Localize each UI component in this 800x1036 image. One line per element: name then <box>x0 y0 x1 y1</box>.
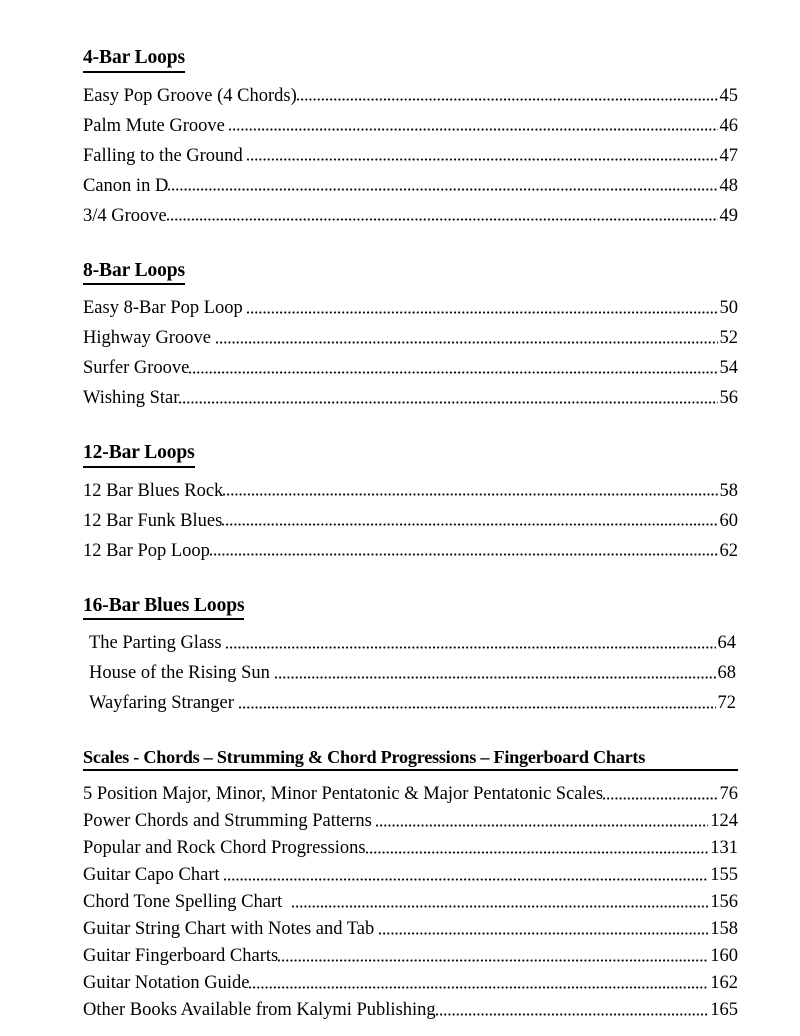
heading-spacer <box>83 620 738 634</box>
toc-entry-page-number: 49 <box>719 205 738 226</box>
section-spacer <box>83 237 738 261</box>
toc-entry-page-number: 72 <box>717 693 736 713</box>
dot-leader <box>226 646 715 651</box>
dot-leader <box>379 932 708 937</box>
dot-leader <box>278 959 708 964</box>
toc-entry-title: Guitar String Chart with Notes and Tab <box>83 919 379 940</box>
toc-entry-title: Guitar Notation Guide <box>83 973 250 994</box>
toc-entry-page-number: 156 <box>710 892 738 913</box>
toc-entry[interactable] <box>83 512 738 531</box>
toc-entry-title: 3/4 Groove <box>83 205 167 226</box>
dot-leader <box>179 401 717 406</box>
heading-spacer <box>83 771 738 785</box>
toc-section <box>83 237 738 408</box>
dot-leader <box>436 1013 709 1018</box>
toc-entry-title: 5 Position Major, Minor, Minor Pentatonic & Major Pentatonic Scales <box>83 784 604 805</box>
dot-leader <box>216 341 718 346</box>
dot-leader <box>222 523 717 528</box>
toc-entry[interactable] <box>83 87 738 106</box>
toc-entry[interactable] <box>83 117 738 136</box>
toc-entry[interactable] <box>83 974 738 993</box>
toc-entry[interactable] <box>83 542 738 561</box>
toc-entry-page-number: 131 <box>710 838 738 859</box>
toc-entry[interactable] <box>83 694 738 713</box>
section-spacer <box>83 419 738 443</box>
toc-entry-page-number: 52 <box>719 328 738 348</box>
table-of-contents <box>83 48 738 1028</box>
toc-entry-page-number: 124 <box>710 811 738 832</box>
toc-entry[interactable] <box>83 634 738 653</box>
toc-entry-title: Easy Pop Groove (4 Chords) <box>83 85 297 106</box>
toc-entry[interactable] <box>83 839 738 858</box>
toc-entry-title: Wayfaring Stranger <box>89 693 239 713</box>
toc-entry[interactable] <box>83 920 738 939</box>
toc-entry-title: Highway Groove <box>83 328 216 348</box>
section-entry-list <box>83 785 738 1020</box>
toc-entry-page-number: 58 <box>719 480 738 501</box>
dot-leader <box>249 986 708 991</box>
section-heading: 12-Bar Loops <box>83 443 195 468</box>
toc-entry-title: Other Books Available from Kalymi Publishing <box>83 1000 436 1021</box>
dot-leader <box>168 188 717 193</box>
dot-leader <box>210 553 718 558</box>
dot-leader <box>366 851 709 856</box>
toc-entry-page-number: 46 <box>719 115 738 136</box>
toc-entry-page-number: 76 <box>719 784 738 805</box>
toc-entry-title: Palm Mute Groove <box>83 115 230 136</box>
toc-entry-title: 12 Bar Pop Loop <box>83 540 210 561</box>
section-heading: 4-Bar Loops <box>83 48 185 73</box>
toc-entry-page-number: 47 <box>719 145 738 166</box>
toc-entry-title: Chord Tone Spelling Chart <box>83 892 292 913</box>
section-entry-list <box>83 299 738 408</box>
toc-entry[interactable] <box>83 947 738 966</box>
section-entry-list <box>83 87 738 226</box>
toc-section <box>83 419 738 560</box>
toc-entry[interactable] <box>83 664 738 683</box>
dot-leader <box>224 878 708 883</box>
dot-leader <box>223 493 717 498</box>
dot-leader <box>229 128 717 133</box>
toc-section <box>83 48 738 225</box>
dot-leader <box>189 371 717 376</box>
toc-entry-title: Power Chords and Strumming Patterns <box>83 811 377 832</box>
toc-entry-page-number: 50 <box>719 298 738 318</box>
toc-entry[interactable] <box>83 866 738 885</box>
toc-entry[interactable] <box>83 329 738 348</box>
toc-entry-title: Surfer Groove <box>83 358 190 378</box>
section-heading: 16-Bar Blues Loops <box>83 596 244 621</box>
toc-entry-page-number: 48 <box>719 175 738 196</box>
toc-entry-page-number: 54 <box>719 358 738 378</box>
toc-entry[interactable] <box>83 359 738 378</box>
toc-entry-page-number: 160 <box>710 946 738 967</box>
toc-entry-page-number: 64 <box>717 633 736 653</box>
dot-leader <box>297 98 718 103</box>
toc-entry-title: House of the Rising Sun <box>89 663 275 683</box>
toc-entry-title: 12 Bar Funk Blues <box>83 510 223 531</box>
toc-entry-page-number: 45 <box>719 85 738 106</box>
section-spacer <box>83 572 738 596</box>
toc-entry-title: The Parting Glass <box>89 633 227 653</box>
heading-spacer <box>83 468 738 482</box>
toc-section <box>83 724 738 1020</box>
dot-leader <box>376 824 708 829</box>
toc-entry-page-number: 56 <box>719 388 738 408</box>
toc-entry-title: Wishing Star <box>83 388 180 408</box>
toc-entry-title: Falling to the Ground <box>83 145 248 166</box>
toc-entry[interactable] <box>83 812 738 831</box>
dot-leader <box>167 218 718 223</box>
dot-leader <box>247 158 717 163</box>
section-entry-list <box>83 634 738 713</box>
heading-spacer <box>83 285 738 299</box>
heading-spacer <box>83 73 738 87</box>
section-spacer <box>83 724 738 748</box>
toc-entry[interactable] <box>83 207 738 226</box>
toc-entry-page-number: 155 <box>710 865 738 886</box>
toc-entry-page-number: 60 <box>719 510 738 531</box>
toc-entry-title: Popular and Rock Chord Progressions <box>83 838 366 859</box>
toc-entry[interactable] <box>83 1001 738 1020</box>
toc-entry-title: 12 Bar Blues Rock <box>83 480 224 501</box>
toc-section <box>83 572 738 713</box>
dot-leader <box>603 797 717 802</box>
toc-entry-page-number: 165 <box>710 1000 738 1021</box>
dot-leader <box>275 676 716 681</box>
toc-entry[interactable] <box>83 482 738 501</box>
toc-entry[interactable] <box>83 893 738 912</box>
toc-entry[interactable] <box>83 299 738 318</box>
section-entry-list <box>83 482 738 561</box>
section-heading: Scales - Chords – Strumming & Chord Progressions – Fingerboard Charts <box>83 748 738 771</box>
toc-entry-page-number: 162 <box>710 973 738 994</box>
toc-entry-title: Easy 8-Bar Pop Loop <box>83 298 248 318</box>
toc-entry[interactable] <box>83 177 738 196</box>
toc-entry-page-number: 68 <box>717 663 736 683</box>
toc-entry[interactable] <box>83 389 738 408</box>
toc-entry-title: Guitar Fingerboard Charts <box>83 946 279 967</box>
toc-entry-title: Canon in D <box>83 175 169 196</box>
toc-entry-page-number: 158 <box>710 919 738 940</box>
dot-leader <box>247 311 717 316</box>
toc-entry[interactable] <box>83 785 738 804</box>
dot-leader <box>239 706 716 711</box>
toc-entry-page-number: 62 <box>719 540 738 561</box>
toc-entry-title: Guitar Capo Chart <box>83 865 225 886</box>
toc-entry[interactable] <box>83 147 738 166</box>
dot-leader <box>292 905 709 910</box>
section-heading: 8-Bar Loops <box>83 261 185 286</box>
